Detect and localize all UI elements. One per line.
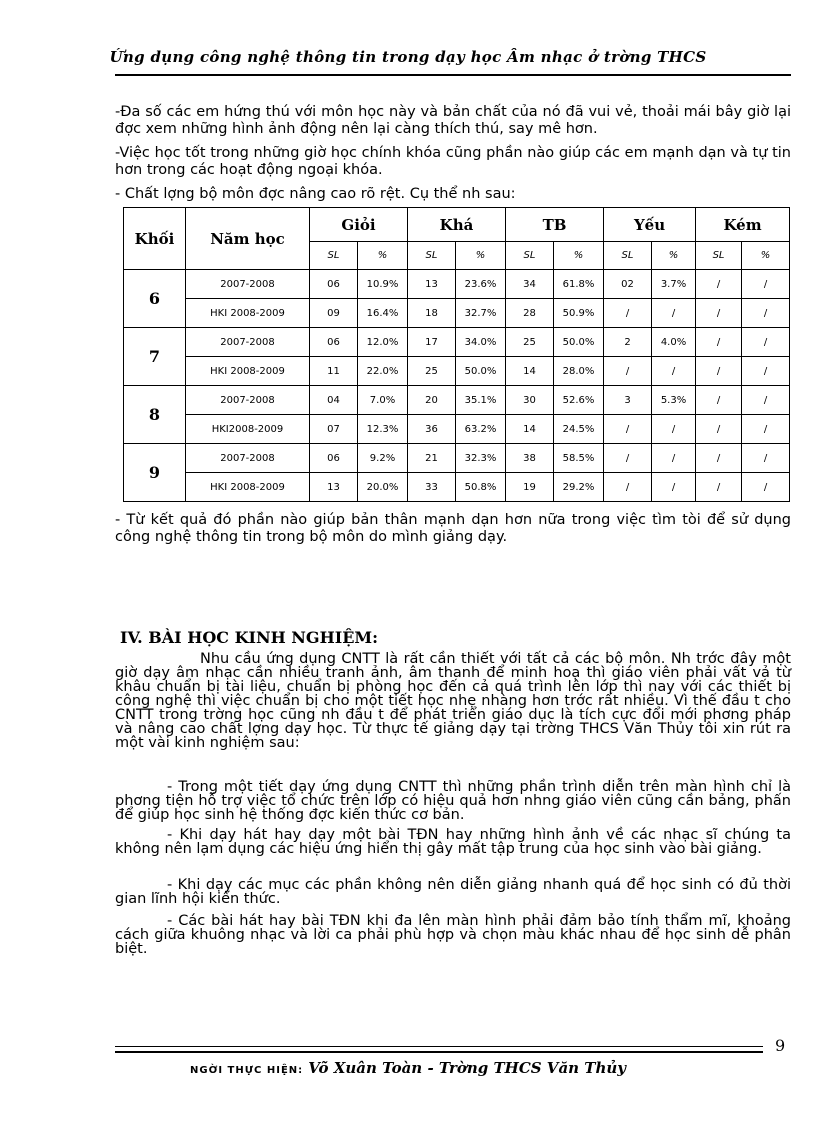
value-cell: / — [652, 299, 696, 328]
value-cell: / — [742, 444, 790, 473]
value-cell: 23.6% — [456, 270, 506, 299]
value-cell: 07 — [310, 415, 358, 444]
value-cell: 21 — [408, 444, 456, 473]
value-cell: 52.6% — [554, 386, 604, 415]
value-cell: / — [742, 415, 790, 444]
value-cell: / — [652, 473, 696, 502]
header-group-kha: Khá — [408, 208, 506, 242]
sub-header-sl: SL — [408, 242, 456, 270]
header-group-gioi: Giỏi — [310, 208, 408, 242]
value-cell: / — [652, 357, 696, 386]
footer-rule-bottom — [115, 1051, 763, 1053]
value-cell: 17 — [408, 328, 456, 357]
value-cell: / — [696, 473, 742, 502]
value-cell: 06 — [310, 328, 358, 357]
value-cell: 14 — [506, 415, 554, 444]
value-cell: 34 — [506, 270, 554, 299]
value-cell: 3.7% — [652, 270, 696, 299]
year-cell: 2007-2008 — [186, 270, 310, 299]
value-cell: 29.2% — [554, 473, 604, 502]
value-cell: 04 — [310, 386, 358, 415]
value-cell: 50.9% — [554, 299, 604, 328]
value-cell: 32.3% — [456, 444, 506, 473]
value-cell: 09 — [310, 299, 358, 328]
value-cell: 50.0% — [554, 328, 604, 357]
value-cell: 32.7% — [456, 299, 506, 328]
value-cell: / — [696, 357, 742, 386]
value-cell: 25 — [506, 328, 554, 357]
value-cell: 13 — [310, 473, 358, 502]
value-cell: 3 — [604, 386, 652, 415]
value-cell: / — [652, 415, 696, 444]
header-grade: Khối — [124, 208, 186, 270]
table-row — [124, 299, 790, 328]
value-cell: 12.0% — [358, 328, 408, 357]
value-cell: 28 — [506, 299, 554, 328]
year-cell: HKI 2008-2009 — [186, 357, 310, 386]
value-cell: / — [696, 386, 742, 415]
grade-cell: 9 — [124, 444, 186, 502]
year-cell: 2007-2008 — [186, 386, 310, 415]
grade-cell: 7 — [124, 328, 186, 386]
table-row — [124, 270, 790, 299]
table-row — [124, 473, 790, 502]
table-row — [124, 444, 790, 473]
sub-header-pct: % — [652, 242, 696, 270]
value-cell: 19 — [506, 473, 554, 502]
value-cell: / — [604, 473, 652, 502]
footer-author — [0, 1058, 816, 1077]
header-year: Năm học — [186, 208, 310, 270]
value-cell: 24.5% — [554, 415, 604, 444]
value-cell: 50.8% — [456, 473, 506, 502]
intro-paragraph-3: - Chất lợng bộ môn đợc nâng cao rõ rệt. Cụ thể nh sau: — [115, 186, 516, 202]
sub-header-pct: % — [742, 242, 790, 270]
grade-cell: 6 — [124, 270, 186, 328]
value-cell: 50.0% — [456, 357, 506, 386]
value-cell: 13 — [408, 270, 456, 299]
value-cell: / — [604, 299, 652, 328]
page-header-title: Ứng dụng công nghệ thông tin trong dạy học Âm nhạc ở trờng THCS — [109, 48, 707, 66]
lesson-item-4: - Các bài hát hay bài TĐN khi đa lên màn hình phải đảm bảo tính thẩm mĩ, khoảng cách giữa khuông nhạc và lời ca phải phù hợp và chọn màu khác nhau để học sinh dễ phân biệt. — [115, 913, 791, 957]
sub-header-sl: SL — [310, 242, 358, 270]
value-cell: 06 — [310, 444, 358, 473]
footer-rule-top — [115, 1046, 763, 1047]
value-cell: 02 — [604, 270, 652, 299]
year-cell: HKI 2008-2009 — [186, 473, 310, 502]
intro-paragraph-2: -Việc học tốt trong những giờ học chính khóa cũng phần nào giúp các em mạnh dạn và tự tin hơn trong các hoạt động ngoại khóa. — [115, 145, 791, 178]
value-cell: / — [604, 357, 652, 386]
sub-header-sl: SL — [696, 242, 742, 270]
sub-header-pct: % — [358, 242, 408, 270]
value-cell: 38 — [506, 444, 554, 473]
value-cell: / — [742, 473, 790, 502]
value-cell: / — [604, 444, 652, 473]
value-cell: 36 — [408, 415, 456, 444]
table-row — [124, 357, 790, 386]
value-cell: 61.8% — [554, 270, 604, 299]
value-cell: / — [696, 444, 742, 473]
section-title: IV. BÀI HỌC KINH NGHIỆM: — [120, 628, 378, 647]
value-cell: / — [742, 357, 790, 386]
header-group-yeu: Yếu — [604, 208, 696, 242]
value-cell: 16.4% — [358, 299, 408, 328]
value-cell: 25 — [408, 357, 456, 386]
value-cell: 63.2% — [456, 415, 506, 444]
sub-header-sl: SL — [604, 242, 652, 270]
value-cell: 22.0% — [358, 357, 408, 386]
value-cell: 12.3% — [358, 415, 408, 444]
value-cell: 58.5% — [554, 444, 604, 473]
value-cell: 20.0% — [358, 473, 408, 502]
value-cell: 06 — [310, 270, 358, 299]
value-cell: / — [742, 386, 790, 415]
footer-label: NGỜI THỰC HIỆN: — [190, 1065, 304, 1076]
header-group-tb: TB — [506, 208, 604, 242]
intro-paragraph-1: -Đa số các em hứng thú với môn học này và bản chất của nó đã vui vẻ, thoải mái bây giờ lại đợc xem những hình ảnh động nên lại càng thích thú, say mê hơn. — [115, 104, 791, 137]
value-cell: 7.0% — [358, 386, 408, 415]
value-cell: / — [696, 299, 742, 328]
value-cell: 33 — [408, 473, 456, 502]
value-cell: 4.0% — [652, 328, 696, 357]
value-cell: 11 — [310, 357, 358, 386]
value-cell: / — [604, 415, 652, 444]
value-cell: / — [742, 270, 790, 299]
value-cell: 34.0% — [456, 328, 506, 357]
table-row — [124, 328, 790, 357]
header-rule — [115, 74, 791, 76]
value-cell: / — [742, 299, 790, 328]
footer-author-name: Võ Xuân Toàn - Trờng THCS Văn Thủy — [308, 1059, 626, 1077]
sub-header-pct: % — [456, 242, 506, 270]
value-cell: 18 — [408, 299, 456, 328]
grade-cell: 8 — [124, 386, 186, 444]
year-cell: 2007-2008 — [186, 328, 310, 357]
value-cell: 5.3% — [652, 386, 696, 415]
table-row — [124, 415, 790, 444]
results-table — [123, 207, 790, 502]
value-cell: / — [696, 415, 742, 444]
page-number: 9 — [775, 1036, 786, 1055]
year-cell: HKI2008-2009 — [186, 415, 310, 444]
value-cell: / — [742, 328, 790, 357]
value-cell: 30 — [506, 386, 554, 415]
year-cell: 2007-2008 — [186, 444, 310, 473]
value-cell: / — [696, 270, 742, 299]
table-row — [124, 386, 790, 415]
year-cell: HKI 2008-2009 — [186, 299, 310, 328]
lesson-item-3: - Khi dạy các mục các phần không nên diễn giảng nhanh quá để học sinh có đủ thời gian lĩnh hội kiến thức. — [115, 877, 791, 907]
sub-header-sl: SL — [506, 242, 554, 270]
value-cell: 9.2% — [358, 444, 408, 473]
value-cell: 10.9% — [358, 270, 408, 299]
value-cell: / — [652, 444, 696, 473]
lesson-item-2: - Khi dạy hát hay dạy một bài TĐN hay những hình ảnh về các nhạc sĩ chúng ta không nên lạm dụng các hiệu ứng hiển thị gây mất tập trung của học sinh vào bài giảng. — [115, 827, 791, 857]
value-cell: 28.0% — [554, 357, 604, 386]
header-group-kem: Kém — [696, 208, 790, 242]
conclusion-paragraph: - Từ kết quả đó phần nào giúp bản thân mạnh dạn hơn nữa trong việc tìm tòi để sử dụng công nghệ thông tin trong bộ môn do mình giảng dạy. — [115, 512, 791, 545]
value-cell: 35.1% — [456, 386, 506, 415]
section-paragraph: Nhu cầu ứng dụng CNTT là rất cần thiết với tất cả các bộ môn. Nh trớc đây một giờ dạy âm nhạc cần nhiều tranh ảnh, âm thanh để minh hoạ thì giáo viên phải vất vả từ khâu chuẩn bị tài liệu, chuẩn bị phòng học đến cả quá trình lên lớp thì nay với các thiết bị công nghệ thì việc chuẩn bị cho một tiết học nhẹ nhàng hơn trớc rất nhiều. Vì thế đầu t cho CNTT trong trờng học cũng nh đầu t để phát triển giáo dục là tích cực đổi mới phơng pháp và nâng cao chất lợng dạy học. Từ thực tế giảng dạy tại trờng THCS Văn Thủy tôi xin rút ra một vài kinh nghiệm sau: — [115, 651, 791, 751]
sub-header-pct: % — [554, 242, 604, 270]
value-cell: 2 — [604, 328, 652, 357]
lesson-item-1: - Trong một tiết dạy ứng dụng CNTT thì những phần trình diễn trên màn hình chỉ là phơng tiện hỗ trợ việc tổ chức trên lớp có hiệu quả hơn nhng giáo viên cũng cần bảng, phấn để giúp học sinh hệ thống đợc kiến thức cơ bản. — [115, 779, 791, 823]
value-cell: 20 — [408, 386, 456, 415]
value-cell: 14 — [506, 357, 554, 386]
value-cell: / — [696, 328, 742, 357]
